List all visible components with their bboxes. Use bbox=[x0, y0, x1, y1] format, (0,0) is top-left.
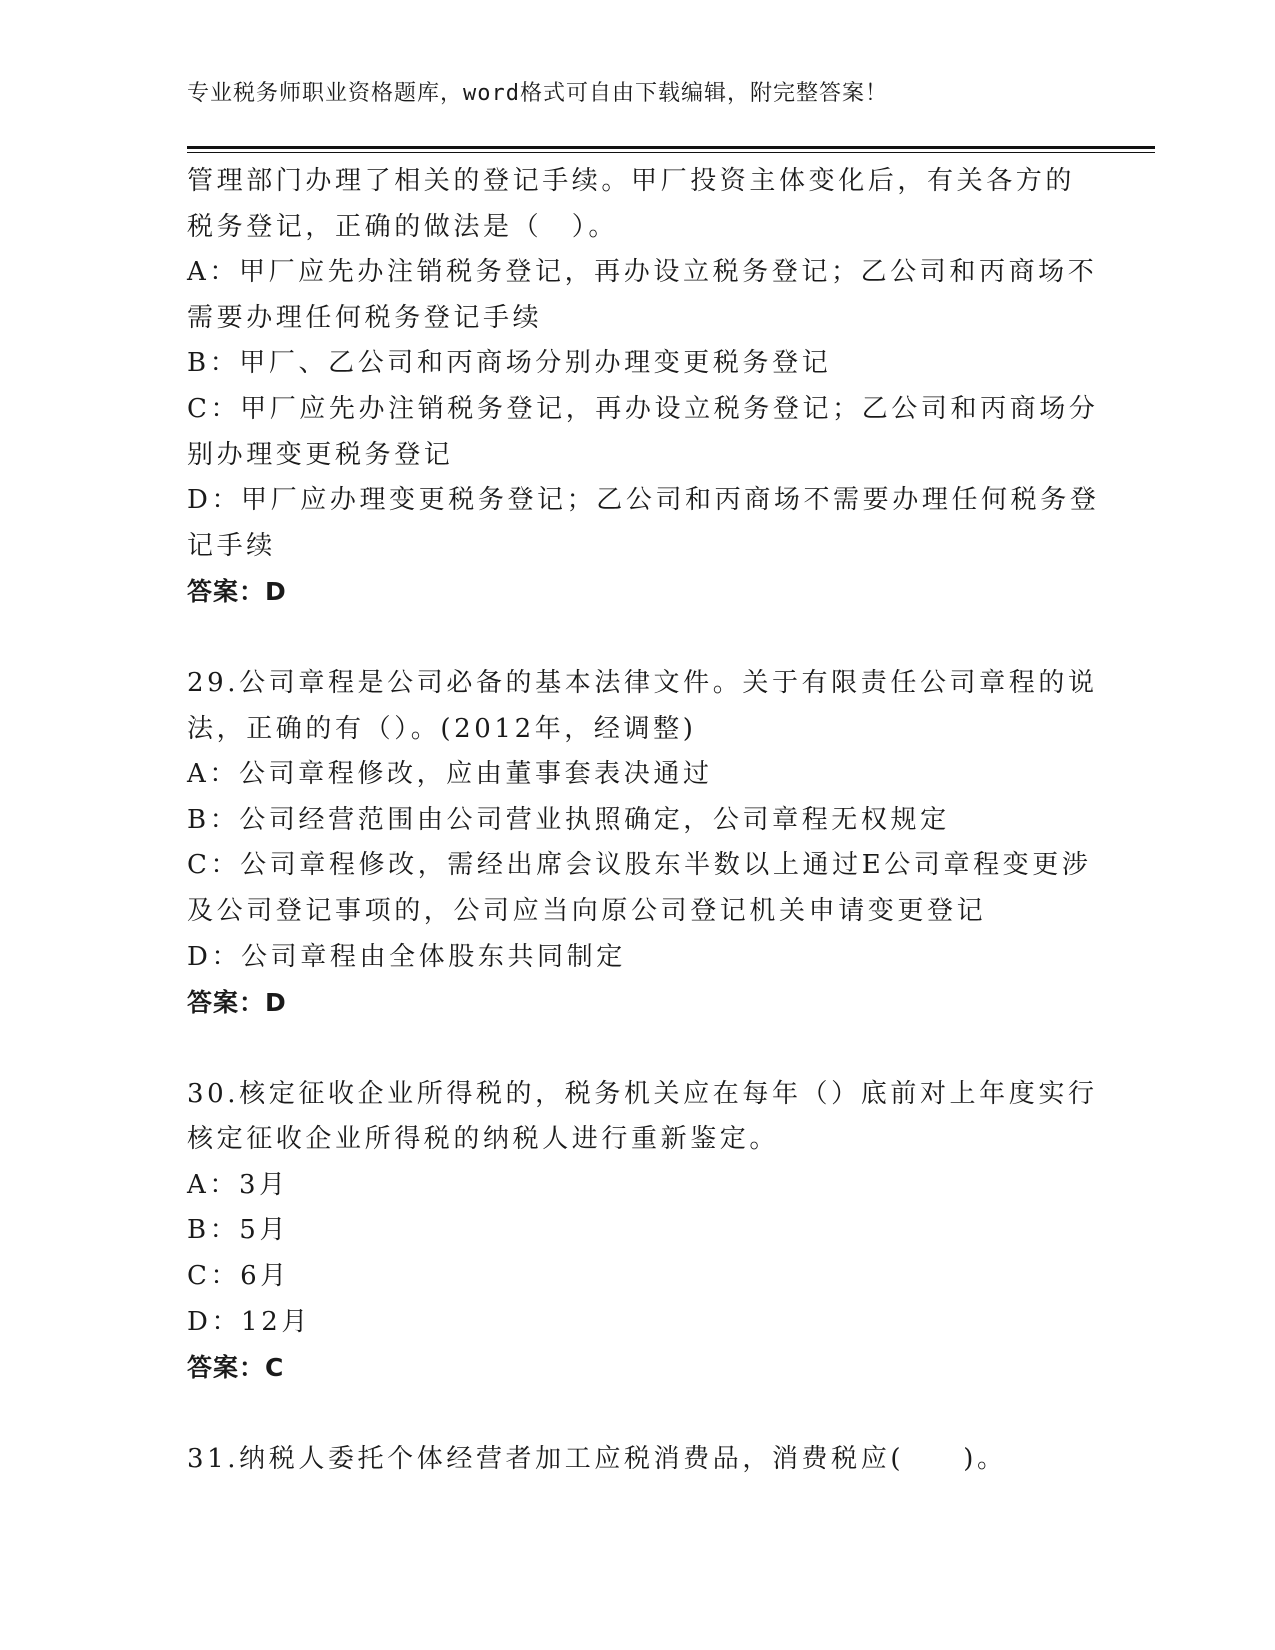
option-b: B：甲厂、乙公司和丙商场分别办理变更税务登记 bbox=[187, 348, 832, 379]
question-30 bbox=[187, 1072, 1098, 1391]
answer: 答案：D bbox=[187, 577, 287, 607]
header-rule-thick bbox=[187, 146, 1155, 149]
question-31 bbox=[187, 1437, 1077, 1483]
question-stem-line: 税务登记，正确的做法是（ ）。 bbox=[187, 211, 619, 242]
page-header: 专业税务师职业资格题库，word格式可自由下载编辑，附完整答案！ bbox=[187, 81, 888, 106]
option-c-cont: 及公司登记事项的，公司应当向原公司登记机关申请变更登记 bbox=[187, 895, 987, 926]
header-rule-thin bbox=[187, 152, 1155, 153]
spacer bbox=[187, 1391, 1077, 1437]
question-stem-line: 30.核定征收企业所得税的，税务机关应在每年（）底前对上年度实行 bbox=[187, 1078, 1098, 1109]
question-stem-line: 31.纳税人委托个体经营者加工应税消费品，消费税应( )。 bbox=[187, 1443, 1007, 1474]
spacer bbox=[187, 1026, 1077, 1072]
option-a: A：甲厂应先办注销税务登记，再办设立税务登记；乙公司和丙商场不 bbox=[187, 257, 1098, 288]
option-c: C：6月 bbox=[187, 1261, 290, 1292]
option-d: D：公司章程由全体股东共同制定 bbox=[187, 941, 626, 972]
option-c: C：公司章程修改，需经出席会议股东半数以上通过E公司章程变更涉 bbox=[187, 850, 1092, 881]
option-a: A：公司章程修改，应由董事套表决通过 bbox=[187, 759, 713, 790]
option-c-cont: 别办理变更税务登记 bbox=[187, 439, 454, 470]
answer: 答案：C bbox=[187, 1353, 285, 1383]
question-29 bbox=[187, 661, 1098, 1026]
question-stem-line: 核定征收企业所得税的纳税人进行重新鉴定。 bbox=[187, 1124, 780, 1155]
question-28 bbox=[187, 159, 1100, 615]
spacer bbox=[187, 615, 1077, 661]
option-b: B：5月 bbox=[187, 1215, 290, 1246]
option-d: D：12月 bbox=[187, 1306, 311, 1337]
question-stem-line: 管理部门办理了相关的登记手续。甲厂投资主体变化后，有关各方的 bbox=[187, 166, 1076, 196]
option-d-cont: 记手续 bbox=[187, 530, 276, 561]
option-b: B：公司经营范围由公司营业执照确定，公司章程无权规定 bbox=[187, 804, 950, 835]
question-list bbox=[187, 159, 1100, 1482]
question-stem-line: 29.公司章程是公司必备的基本法律文件。关于有限责任公司章程的说 bbox=[187, 667, 1098, 698]
option-d: D：甲厂应办理变更税务登记；乙公司和丙商场不需要办理任何税务登 bbox=[187, 485, 1100, 516]
answer: 答案：D bbox=[187, 988, 287, 1018]
option-a: A：3月 bbox=[187, 1169, 289, 1200]
option-a-cont: 需要办理任何税务登记手续 bbox=[187, 302, 543, 333]
option-c: C：甲厂应先办注销税务登记，再办设立税务登记；乙公司和丙商场分 bbox=[187, 393, 1099, 424]
question-stem-line: 法，正确的有（）。(2012年，经调整) bbox=[187, 713, 697, 744]
